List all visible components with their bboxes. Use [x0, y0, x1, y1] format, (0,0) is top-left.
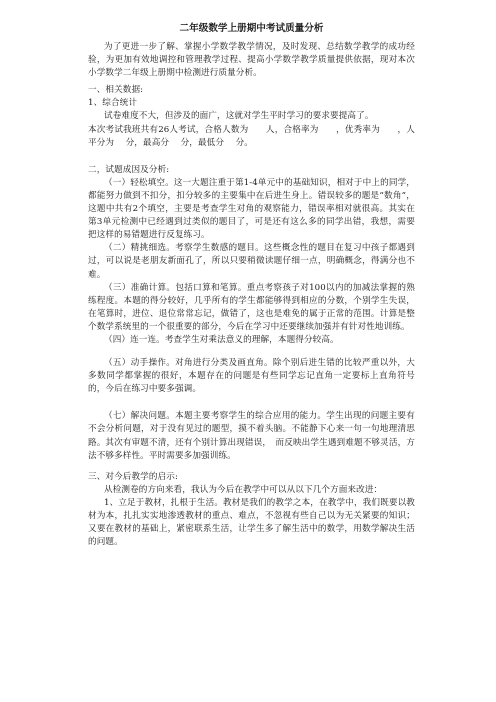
section-3-paragraph-1: 从检测卷的方向来看，我认为今后在教学中可以从以下几个方面来改进： — [104, 484, 383, 495]
section-3-paragraph-2: 1、立足于教材，扎根于生活。教材是我们的教学之本，在教学中，我们既要以教材为本，扎扎实实地渗透教材的重点、难点，不忽视有些自己以为无关紧要的知识；又要在教材的基础上，紧密联系生活，让学生多了解生活中的数学，用数学解决生活的问题。 — [88, 497, 415, 548]
section-1-heading: 一、相关数据: — [88, 85, 144, 96]
section-2-paragraph-7: （七）解决问题。本题主要考察学生的综合应用的能力。学生出现的问题主要有不会分析问题，对于没有见过的题型，摸不着头脑。不能静下心来一句一句地理清思路。其次有审题不清，还有个别计算出现错误， 而反映出学生遇到难题不够灵活，方法不够多样性。平时需要多加强训练。 — [88, 411, 415, 461]
section-2-paragraph-1: （一）轻松填空。这一大题注重于第1-4单元中的基础知识，相对于中上的同学，都能努力做到不扣分，扣分较多的主要集中在后进生身上。错误较多的题是“数角”，这题中共有2个填空，主要是考查学生对角的观察能力，错误率相对就很高。其实在第3单元检测中已经遇到过类似的题目了，可是还有这么多的同学出错，我想，需要把这样的易错题进行反复练习。 — [88, 177, 415, 241]
section-3-heading: 三、对今后教学的启示: — [88, 471, 178, 482]
document-title: 二年级数学上册期中考试质量分析 — [179, 23, 324, 34]
section-2-heading: 二，试题成因及分析: — [88, 164, 170, 175]
section-1-statistics: 本次考试我班共有26人考试，合格人数为 人，合格率为 ，优秀率为 ，人平分为 分，最高分 分，最低分 分。 — [88, 124, 415, 148]
section-2-paragraph-5: （五）动手操作。对角进行分类及画直角。除个别后进生错的比较严重以外，大多数同学都掌握的很好，本题存在的问题是有些同学忘记直角一定要标上直角符号的，今后在练习中要多强调。 — [88, 358, 415, 395]
section-2-paragraph-3: （三）准确计算。包括口算和笔算。重点考察孩子对100以内的加减法掌握的熟练程度。本题的得分较好，几乎所有的学生都能够得到相应的分数，个别学生失误，在笔算时，进位、退位常常忘记，做错了，这也是难免的属于正常的范围。计算是整个数学系统里的一个很重要的部分，今后在学习中还要继续加强并有针对性地训练。 — [88, 282, 415, 332]
section-2-paragraph-2: （二）精挑细选。考察学生数感的题目。这些概念性的题目在复习中孩子都遇到过，可以说是老朋友新面孔了，所以只要稍微读题仔细一点，明确概念，得满分也不难。 — [88, 243, 415, 280]
section-1-subheading: 1、综合统计 — [88, 98, 138, 109]
section-1-line-1: 试卷难度不大，但涉及的面广，这就对学生平时学习的要求要提高了。 — [104, 111, 374, 122]
section-2-paragraph-4: （四）连一连。考查学生对乘法意义的理解，本题得分较高。 — [104, 334, 339, 345]
document-page — [88, 22, 415, 549]
intro-paragraph: 为了更进一步了解、掌握小学数学教学情况，及时发现、总结数学教学的成功经验，为更加有效地调控和管理教学过程、提高小学数学教学质量提供依据，现对本次小学数学二年级上册期中检测进行质量分析。 — [88, 42, 415, 79]
